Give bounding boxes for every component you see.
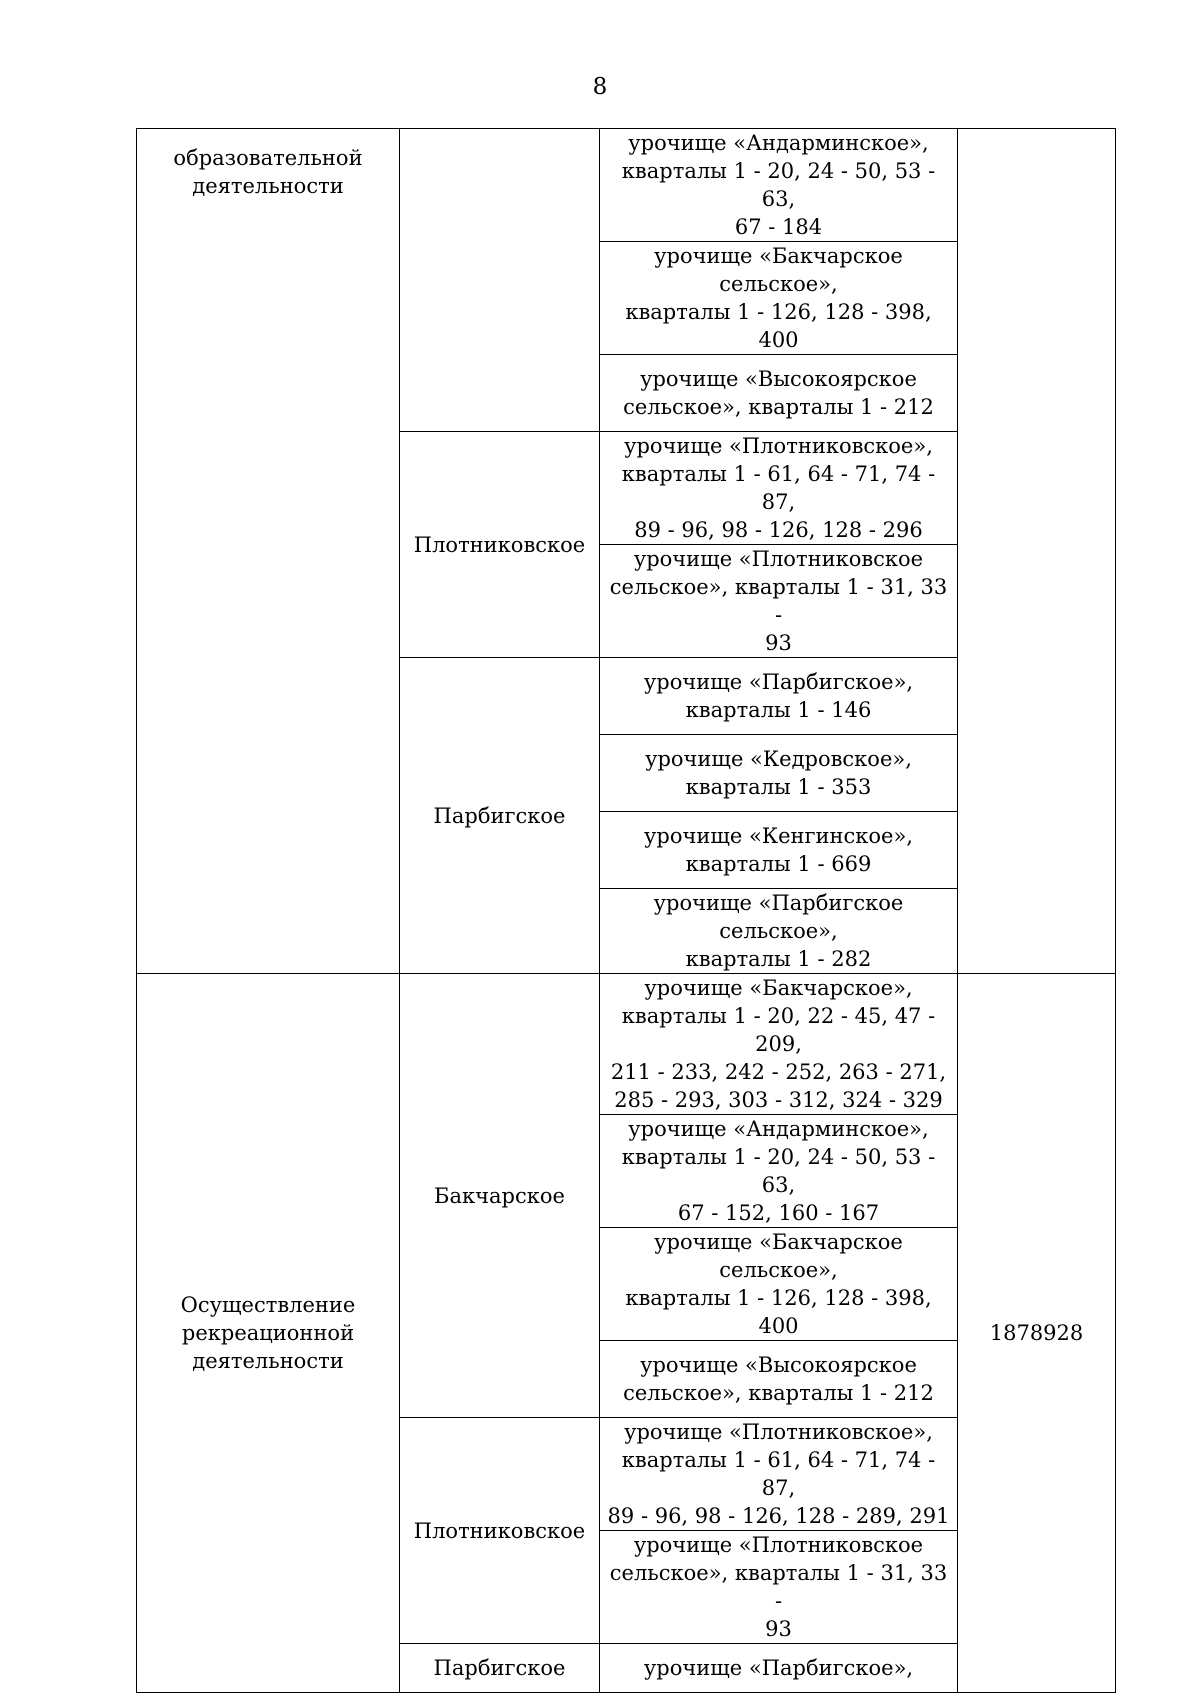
tract-cell: урочище «Плотниковское сельское», кварталы 1 - 31, 33 - 93 bbox=[600, 1531, 958, 1644]
tract-cell: урочище «Высокоярское сельское», кварталы 1 - 212 bbox=[600, 355, 958, 432]
tract-cell: урочище «Кедровское», кварталы 1 - 353 bbox=[600, 735, 958, 812]
district-cell: Бакчарское bbox=[400, 974, 600, 1418]
tract-cell: урочище «Парбигское», bbox=[600, 1644, 958, 1693]
table-row bbox=[137, 974, 1116, 1115]
tract-cell: урочище «Бакчарское сельское», кварталы 1 - 126, 128 - 398, 400 bbox=[600, 1228, 958, 1341]
tract-cell: урочище «Андарминское», кварталы 1 - 20, 24 - 50, 53 - 63, 67 - 184 bbox=[600, 129, 958, 242]
tract-cell: урочище «Плотниковское сельское», кварталы 1 - 31, 33 - 93 bbox=[600, 545, 958, 658]
district-cell bbox=[400, 129, 600, 432]
page-number: 8 bbox=[592, 74, 608, 100]
area-cell: 1878928 bbox=[958, 974, 1116, 1693]
tract-cell: урочище «Плотниковское», кварталы 1 - 61, 64 - 71, 74 - 87, 89 - 96, 98 - 126, 128 - 289, 291 bbox=[600, 1418, 958, 1531]
district-cell: Парбигское bbox=[400, 1644, 600, 1693]
tract-cell: урочище «Бакчарское», кварталы 1 - 20, 22 - 45, 47 - 209, 211 - 233, 242 - 252, 263 - 271, 285 - 293, 303 - 312, 324 - 329 bbox=[600, 974, 958, 1115]
forest-areas-table bbox=[136, 128, 1116, 1693]
district-cell: Плотниковское bbox=[400, 1418, 600, 1644]
tract-cell: урочище «Андарминское», кварталы 1 - 20, 24 - 50, 53 - 63, 67 - 152, 160 - 167 bbox=[600, 1115, 958, 1228]
area-cell bbox=[958, 129, 1116, 974]
tract-cell: урочище «Плотниковское», кварталы 1 - 61, 64 - 71, 74 - 87, 89 - 96, 98 - 126, 128 - 296 bbox=[600, 432, 958, 545]
table-row bbox=[137, 129, 1116, 242]
district-cell: Плотниковское bbox=[400, 432, 600, 658]
tract-cell: урочище «Высокоярское сельское», кварталы 1 - 212 bbox=[600, 1341, 958, 1418]
district-cell: Парбигское bbox=[400, 658, 600, 974]
tract-cell: урочище «Кенгинское», кварталы 1 - 669 bbox=[600, 812, 958, 889]
tract-cell: урочище «Парбигское», кварталы 1 - 146 bbox=[600, 658, 958, 735]
tract-cell: урочище «Бакчарское сельское», кварталы 1 - 126, 128 - 398, 400 bbox=[600, 242, 958, 355]
tract-cell: урочище «Парбигское сельское», кварталы 1 - 282 bbox=[600, 889, 958, 974]
activity-cell: Осуществление рекреационной деятельности bbox=[137, 974, 400, 1693]
activity-cell: образовательной деятельности bbox=[137, 129, 400, 974]
